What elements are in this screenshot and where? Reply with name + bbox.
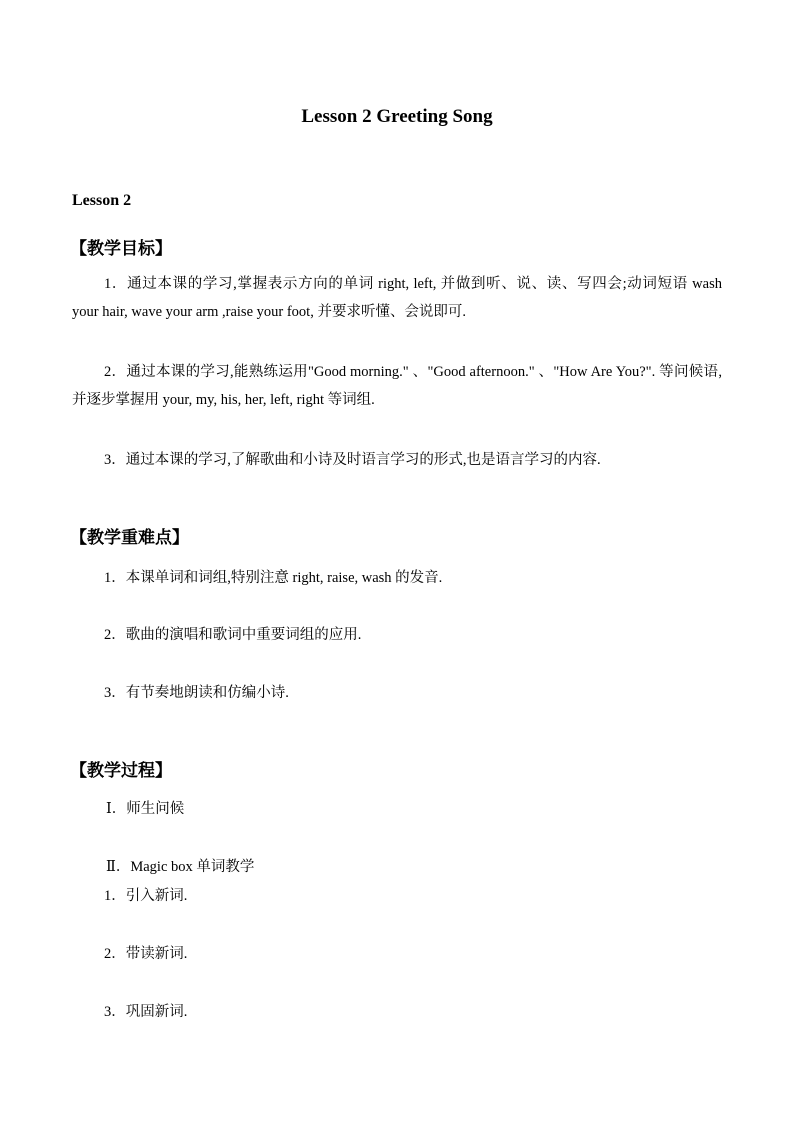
process-sub-item-3: 3．巩固新词. [104, 1004, 188, 1020]
objective-item-2: 2．通过本课的学习,能熟练运用"Good morning." 、"Good afternoon." 、"How Are You?". 等问候语,并逐步掌握用 your, my, his, her, left, right 等词组. [72, 364, 722, 408]
process-step-2: Ⅱ．Magic box 单词教学 [106, 859, 255, 875]
objective-item-1: 1．通过本课的学习,掌握表示方向的单词 right, left, 并做到听、说、读、写四会;动词短语 wash your hair, wave your arm ,raise your foot, 并要求听懂、会说即可. [72, 276, 722, 320]
key-points-heading: 【教学重难点】 [70, 528, 189, 548]
objectives-heading: 【教学目标】 [70, 239, 172, 259]
process-step-1: Ⅰ．师生问候 [106, 801, 185, 817]
key-point-item-1: 1．本课单词和词组,特别注意 right, raise, wash 的发音. [104, 570, 443, 586]
objective-item-3: 3．通过本课的学习,了解歌曲和小诗及时语言学习的形式,也是语言学习的内容. [104, 452, 601, 468]
document-title: Lesson 2 Greeting Song [301, 106, 493, 127]
lesson-subtitle: Lesson 2 [72, 192, 132, 209]
process-heading: 【教学过程】 [70, 761, 172, 781]
process-sub-item-2: 2．带读新词. [104, 946, 188, 962]
key-point-item-3: 3．有节奏地朗读和仿编小诗. [104, 685, 289, 701]
key-point-item-2: 2．歌曲的演唱和歌词中重要词组的应用. [104, 627, 362, 643]
process-sub-item-1: 1．引入新词. [104, 888, 188, 904]
